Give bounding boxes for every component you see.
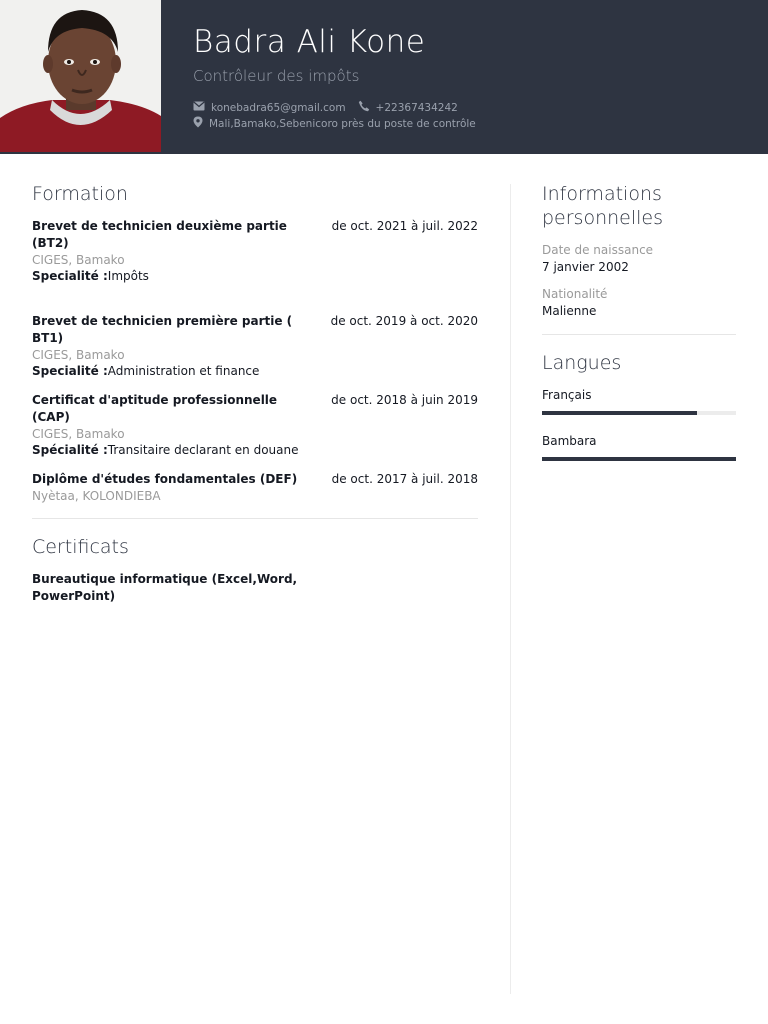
contact-row [193,100,458,115]
address-contact [193,116,476,131]
language-name: Bambara [542,434,597,448]
speciality-value: Administration et finance [107,364,260,378]
education-item [32,392,478,459]
birth-date-field [542,242,736,276]
certificate-title: Bureautique informatique (Excel,Word, PowerPoint) [32,572,298,603]
job-title: Contrôleur des impôts [193,67,360,85]
speciality-value: Transitaire declarant en douane [107,443,299,457]
map-pin-icon [193,116,209,131]
education-place: Nyètaa, KOLONDIEBA [32,489,161,503]
education-date: de oct. 2019 à oct. 2020 [330,314,478,328]
language-level-bar [542,457,736,461]
education-speciality [32,268,478,285]
education-place: CIGES, Bamako [32,348,125,362]
speciality-value: Impôts [107,269,149,283]
language-item [542,433,736,461]
speciality-label: Specialité : [32,269,108,283]
education-place: CIGES, Bamako [32,253,125,267]
certificats-title: Certificats [32,536,129,558]
profile-photo [0,0,161,152]
section-divider [32,518,478,519]
education-item [32,218,478,285]
education-speciality [32,363,478,380]
envelope-icon [193,101,211,114]
nationality-value: Malienne [542,304,597,318]
education-item [32,313,478,380]
email-text: konebadra65@gmail.com [211,101,346,114]
phone-text: +22367434242 [375,101,458,114]
education-title: Diplôme d'études fondamentales (DEF) [32,472,298,486]
speciality-label: Spécialité : [32,443,108,457]
nationality-field [542,286,736,320]
education-date: de oct. 2021 à juil. 2022 [331,219,478,233]
education-title: Brevet de technicien première partie ( BT1) [32,314,293,345]
language-name: Français [542,388,592,402]
education-date: de oct. 2017 à juil. 2018 [331,472,478,486]
speciality-label: Specialité : [32,364,108,378]
education-title: Certificat d'aptitude professionnelle (CAP) [32,393,278,424]
education-date: de oct. 2018 à juin 2019 [331,393,478,407]
header [0,0,768,154]
languages-title: Langues [542,352,622,374]
education-place: CIGES, Bamako [32,427,125,441]
education-item [32,471,478,504]
candidate-name: Badra Ali Kone [193,24,426,60]
section-divider [542,334,736,335]
formation-title: Formation [32,183,128,205]
education-speciality [32,442,478,459]
main-column [32,182,478,605]
nationality-label: Nationalité [542,287,608,301]
email-contact[interactable] [193,101,346,114]
side-column [542,182,736,461]
address-text: Mali,Bamako,Sebenicoro près du poste de contrôle [209,117,476,130]
personal-info-title: Informations personnelles [542,183,664,229]
phone-contact[interactable] [358,100,458,115]
birth-date-value: 7 janvier 2002 [542,260,629,274]
education-title: Brevet de technicien deuxième partie (BT2) [32,219,287,250]
address-row [193,116,476,131]
column-divider [510,184,511,994]
phone-icon [358,100,376,115]
language-item [542,387,736,415]
language-level-bar [542,411,736,415]
language-level-fill [542,411,697,415]
language-level-fill [542,457,736,461]
birth-date-label: Date de naissance [542,243,654,257]
